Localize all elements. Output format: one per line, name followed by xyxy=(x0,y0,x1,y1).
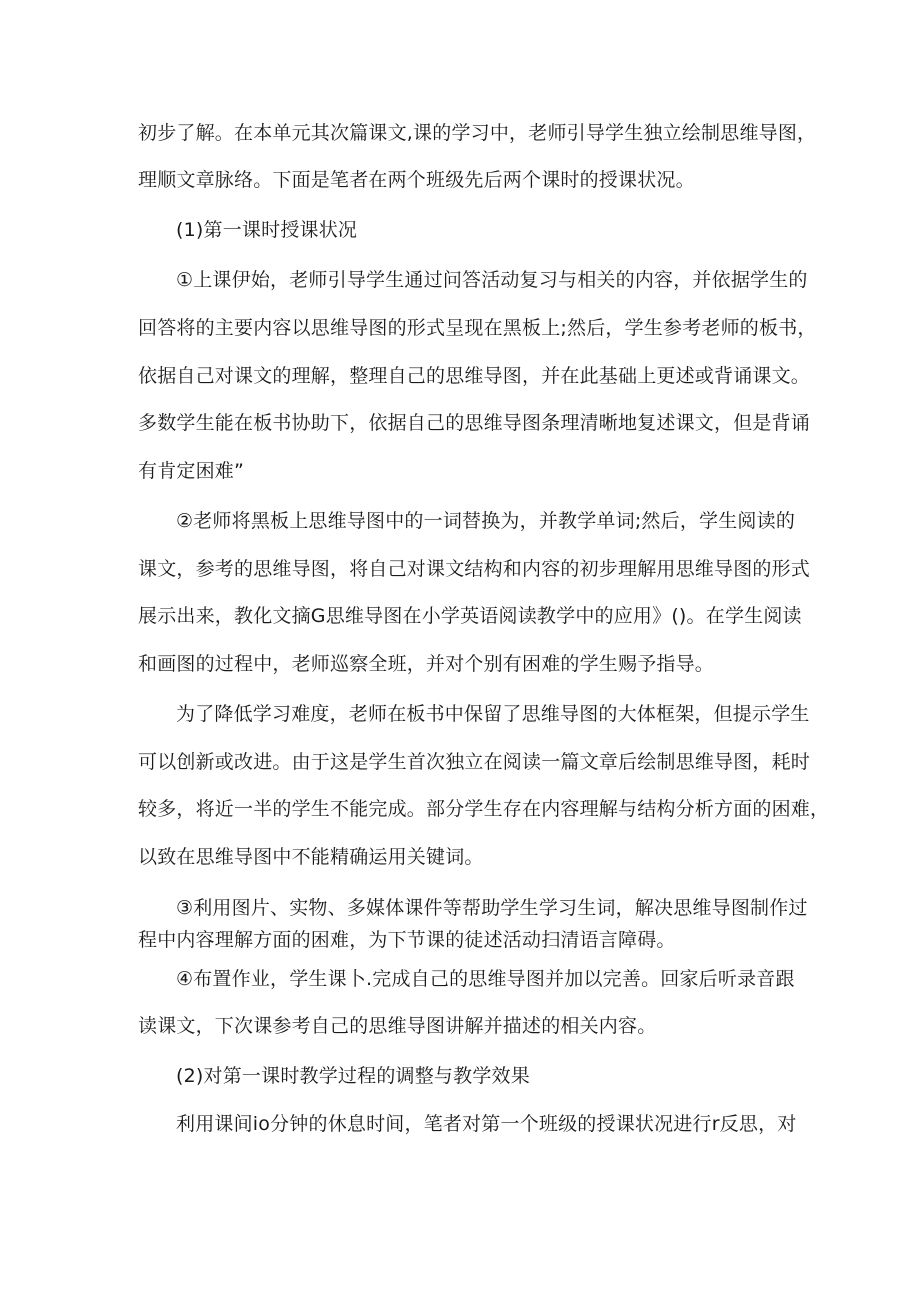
text-line: 理顺文章脉络。下面是笔者在两个班级先后两个课时的授课状况。 xyxy=(138,169,695,191)
text-line: 为了降低学习难度，老师在板书中保留了思维导图的大体框架，但提示学生 xyxy=(176,703,810,725)
text-line: 以致在思维导图中不能精确运用关键词。 xyxy=(138,846,484,868)
text-line: 展示出来，教化文摘G思维导图在小学英语阅读教学中的应用》()。在学生阅读 xyxy=(138,605,802,627)
section-heading: (1)第一课时授课状况 xyxy=(176,219,358,241)
text-line: 初步了解。在本单元其次篇课文,课的学习中，老师引导学生独立绘制思维导图， xyxy=(138,122,817,144)
text-line: 回答将的主要内容以思维导图的形式呈现在黑板上;然后，学生参考老师的板书， xyxy=(138,317,817,339)
text-line: 较多，将近一半的学生不能完成。部分学生存在内容理解与结构分析方面的困难， xyxy=(138,798,830,820)
text-line: 利用课间io分钟的休息时间，笔者对第一个班级的授课状况进行r反思，对 xyxy=(176,1113,797,1135)
text-line: ④布置作业，学生课卜.完成自己的思维导图并加以完善。回家后听录音跟 xyxy=(176,968,795,990)
text-line: 有肯定困难” xyxy=(138,460,245,482)
text-line: 和画图的过程中，老师巡察全班，并对个别有困难的学生赐予指导。 xyxy=(138,653,715,675)
text-line: ②老师将黑板上思维导图中的一词替换为，并教学单词;然后，学生阅读的 xyxy=(176,510,796,532)
text-line: 程中内容理解方面的困难，为下节课的徒述活动扫清语言障碍。 xyxy=(138,929,676,951)
text-line: ③利用图片、实物、多媒体课件等帮助学生学习生词，解决思维导图制作过 xyxy=(176,897,808,919)
text-line: ①上课伊始，老师引导学生通过问答活动复习与相关的内容，并依据学生的 xyxy=(176,269,808,291)
text-line: 依据自己对课文的理解，整理自己的思维导图，并在此基础上更述或背诵课文。 xyxy=(138,365,811,387)
text-line: 可以创新或改进。由于这是学生首次独立在阅读一篇文章后绘制思维导图，耗时 xyxy=(138,751,811,773)
text-line: 课文，参考的思维导图，将自己对课文结构和内容的初步理解用思维导图的形式 xyxy=(138,558,811,580)
text-line: 读课文，下次课参考自己的思维导图讲解并描述的相关内容。 xyxy=(138,1015,657,1037)
section-heading: (2)对第一课时教学过程的调整与教学效果 xyxy=(176,1065,530,1087)
text-line: 多数学生能在板书协助下，依据自己的思维导图条理清晰地复述课文，但是背诵 xyxy=(138,412,811,434)
